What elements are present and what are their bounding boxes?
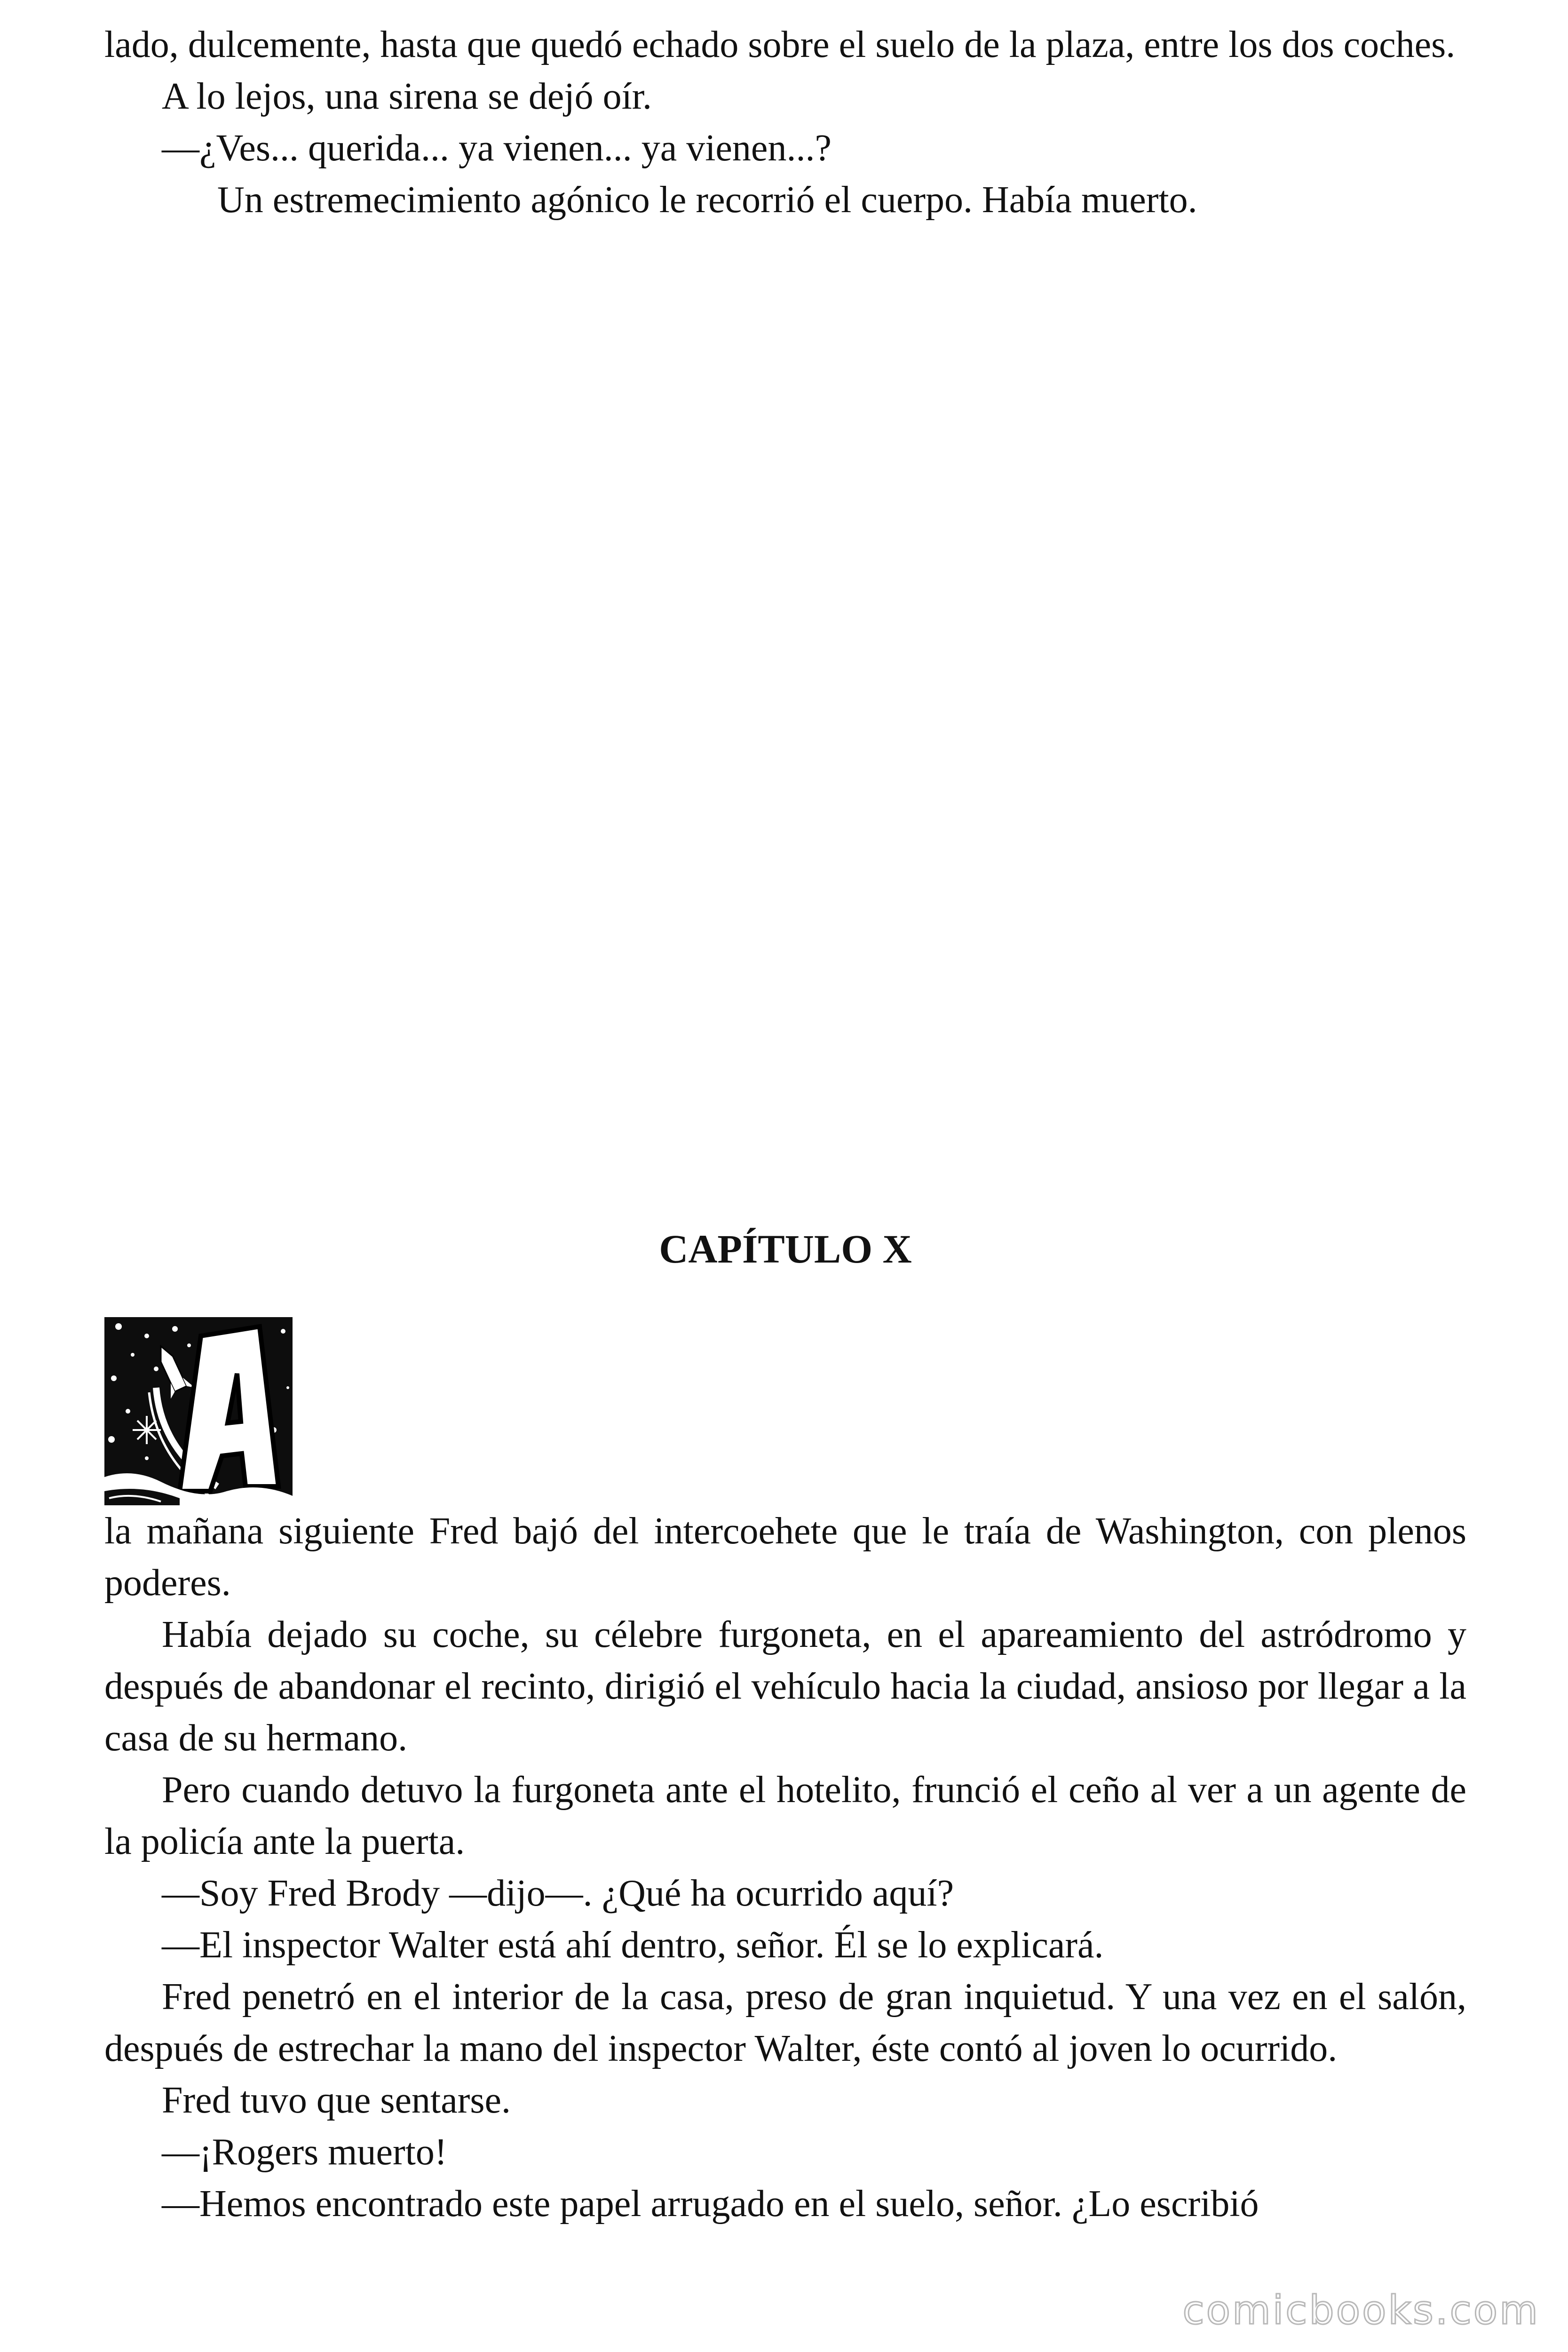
paragraph: —El inspector Walter está ahí dentro, señor. Él se lo explicará. xyxy=(162,1924,1104,1966)
paragraph: Fred penetró en el interior de la casa, preso de gran inquietud. Y una vez en el salón, después de estrechar la mano del inspector Walter, éste contó al joven lo ocurrido. xyxy=(104,1976,1466,2069)
drop-cap-illustration xyxy=(104,1317,293,1505)
paragraph: lado, dulcemente, hasta que quedó echado sobre el suelo de la plaza, entre los dos coches. xyxy=(104,24,1456,65)
paragraph: Fred tuvo que sentarse. xyxy=(162,2080,511,2121)
paragraph: —Hemos encontrado este papel arrugado en el suelo, señor. ¿Lo escribió xyxy=(162,2183,1259,2225)
paragraph: Un estremecimiento agónico le recorrió el cuerpo. Había muerto. xyxy=(217,179,1197,221)
paragraph: —¡Rogers muerto! xyxy=(162,2131,447,2173)
previous-chapter-ending xyxy=(104,19,1466,226)
chapter-body xyxy=(104,1505,1466,2230)
chapter-title: CAPÍTULO X xyxy=(659,1226,912,1271)
paragraph: —Soy Fred Brody —dijo—. ¿Qué ha ocurrido aquí? xyxy=(162,1873,954,1914)
watermark: comicbooks.com xyxy=(1182,2287,1540,2333)
paragraph: Pero cuando detuvo la furgoneta ante el hotelito, frunció el ceño al ver a un agente de la policía ante la puerta. xyxy=(104,1769,1466,1862)
paragraph: A lo lejos, una sirena se dejó oír. xyxy=(162,76,652,117)
rocket-drop-cap-icon xyxy=(104,1317,293,1505)
paragraph: Había dejado su coche, su célebre furgoneta, en el apareamiento del astródromo y después de abandonar el recinto, dirigió el vehículo hacia la ciudad, ansioso por llegar a la casa de su hermano. xyxy=(104,1614,1466,1759)
paragraph: la mañana siguiente Fred bajó del intercoehete que le traía de Washington, con plenos poderes. xyxy=(104,1510,1466,1604)
paragraph: —¿Ves... querida... ya vienen... ya vienen...? xyxy=(162,127,832,169)
